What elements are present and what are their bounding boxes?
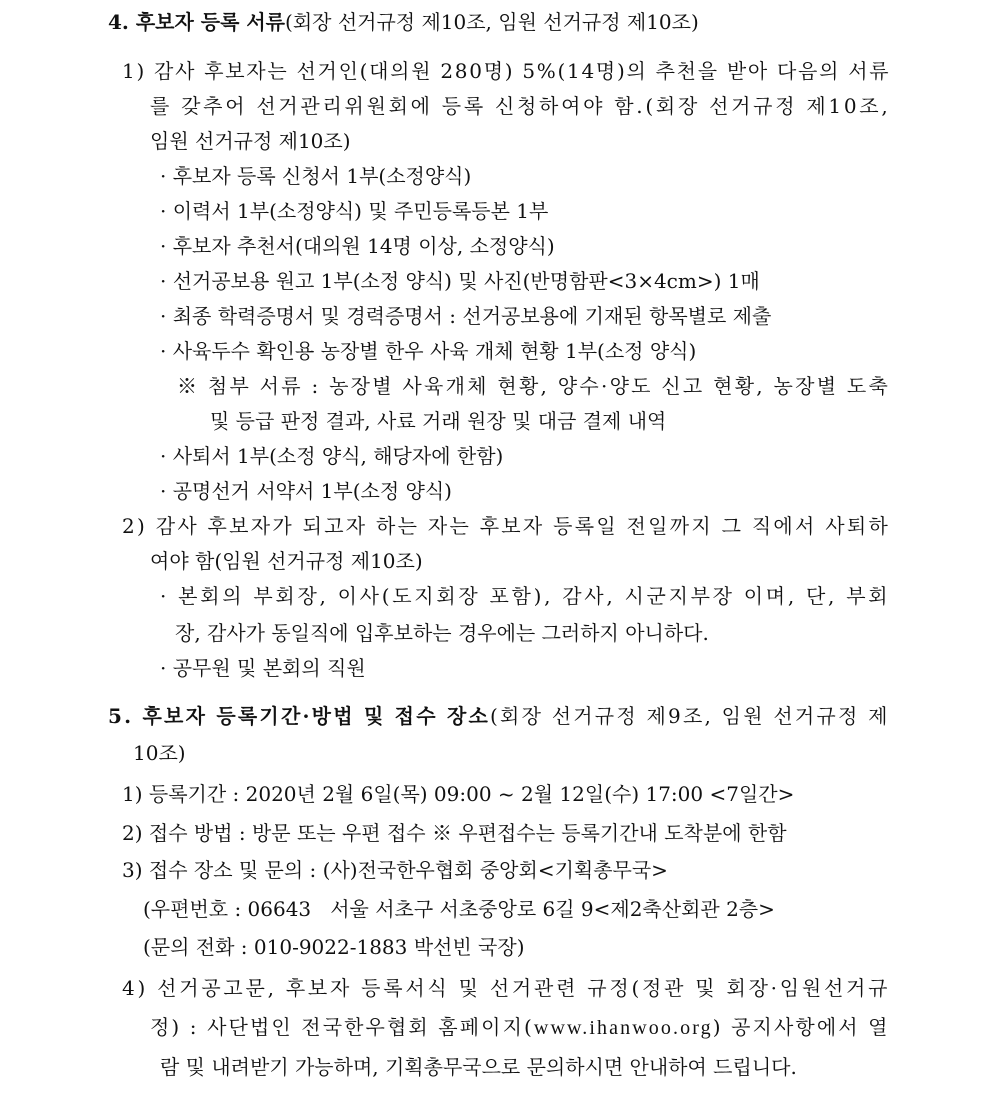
s4-item2-bullet1-line1: · 본회의 부회장, 이사(도지회장 포함), 감사, 시군지부장 이며, 단, 부회 <box>160 584 891 608</box>
s4-bullet-certificates: · 최종 학력증명서 및 경력증명서 : 선거공보용에 기재된 항목별로 제출 <box>160 304 772 328</box>
s4-bullet-bulletin: · 선거공보용 원고 1부(소정 양식) 및 사진(반명함판<3×4cm>) 1매 <box>160 269 760 293</box>
section4-heading: 4. 후보자 등록 서류 <box>108 10 286 34</box>
s4-attachment-note-line1: ※ 첨부 서류 : 농장별 사육개체 현황, 양수·양도 신고 현황, 농장별 도축 <box>177 374 891 398</box>
section4-heading-note: (회장 선거규정 제10조, 임원 선거규정 제10조) <box>285 10 699 34</box>
s4-item2-bullet1-line2: 장, 감사가 동일직에 입후보하는 경우에는 그러하지 아니하다. <box>175 621 709 645</box>
s5-postal-address: (우편번호 : 06643 서울 서초구 서초중앙로 6길 9<제2축산회관 2층> <box>143 897 775 921</box>
section5-heading-continuation: 10조) <box>133 741 186 765</box>
s5-item4-line3: 람 및 내려받기 가능하며, 기획총무국으로 문의하시면 안내하여 드립니다. <box>160 1055 797 1079</box>
s4-bullet-livestock: · 사육두수 확인용 농장별 한우 사육 개체 현황 1부(소정 양식) <box>160 339 697 363</box>
s4-item1-line1: 1) 감사 후보자는 선거인(대의원 280명) 5%(14명)의 추천을 받아 다음의 서류 <box>122 59 891 83</box>
s4-item2-line2: 여야 함(임원 선거규정 제10조) <box>150 549 423 573</box>
s4-item2-bullet2: · 공무원 및 본회의 직원 <box>160 656 366 680</box>
section5-heading: 5. 후보자 등록기간·방법 및 접수 장소 <box>108 704 491 728</box>
s4-item2-line1: 2) 감사 후보자가 되고자 하는 자는 후보자 등록일 전일까지 그 직에서 사퇴하 <box>122 514 891 538</box>
s4-bullet-resume: · 이력서 1부(소정양식) 및 주민등록등본 1부 <box>160 199 549 223</box>
s4-bullet-recommendation: · 후보자 추천서(대의원 14명 이상, 소정양식) <box>160 234 555 258</box>
s4-bullet-pledge: · 공명선거 서약서 1부(소정 양식) <box>160 479 452 503</box>
s5-item-method: 2) 접수 방법 : 방문 또는 우편 접수 ※ 우편접수는 등록기간내 도착분에 한함 <box>122 821 787 845</box>
s5-item4-line2-pre: 정) : 사단법인 전국한우협회 홈페이지( <box>150 1015 534 1039</box>
section4-heading-line <box>108 9 699 35</box>
s4-attachment-note-line2: 및 등급 판정 결과, 사료 거래 원장 및 대금 결제 내역 <box>210 409 667 433</box>
s4-item1-line3: 임원 선거규정 제10조) <box>150 129 351 153</box>
s5-item4-line1: 4) 선거공고문, 후보자 등록서식 및 선거관련 규정(정관 및 회장·임원선거규 <box>122 976 891 1000</box>
s5-item-period: 1) 등록기간 : 2020년 2월 6일(목) 09:00 ~ 2월 12일(수) 17:00 <7일간> <box>122 782 795 806</box>
s5-item4-line2 <box>150 1014 890 1041</box>
s5-item4-line2-post: ) 공지사항에서 열 <box>712 1015 890 1039</box>
homepage-link[interactable]: www.ihanwoo.org <box>533 1017 713 1039</box>
section5-heading-line <box>108 703 890 729</box>
section5-heading-note: (회장 선거규정 제9조, 임원 선거규정 제 <box>490 704 890 728</box>
s4-item1-line2: 를 갖추어 선거관리위원회에 등록 신청하여야 함.(회장 선거규정 제10조, <box>150 94 891 118</box>
s4-bullet-resignation: · 사퇴서 1부(소정 양식, 해당자에 한함) <box>160 444 504 468</box>
s4-bullet-application: · 후보자 등록 신청서 1부(소정양식) <box>160 164 472 188</box>
s5-phone-contact: (문의 전화 : 010-9022-1883 박선빈 국장) <box>143 935 525 959</box>
s5-item-location: 3) 접수 장소 및 문의 : (사)전국한우협회 중앙회<기획총무국> <box>122 858 668 882</box>
